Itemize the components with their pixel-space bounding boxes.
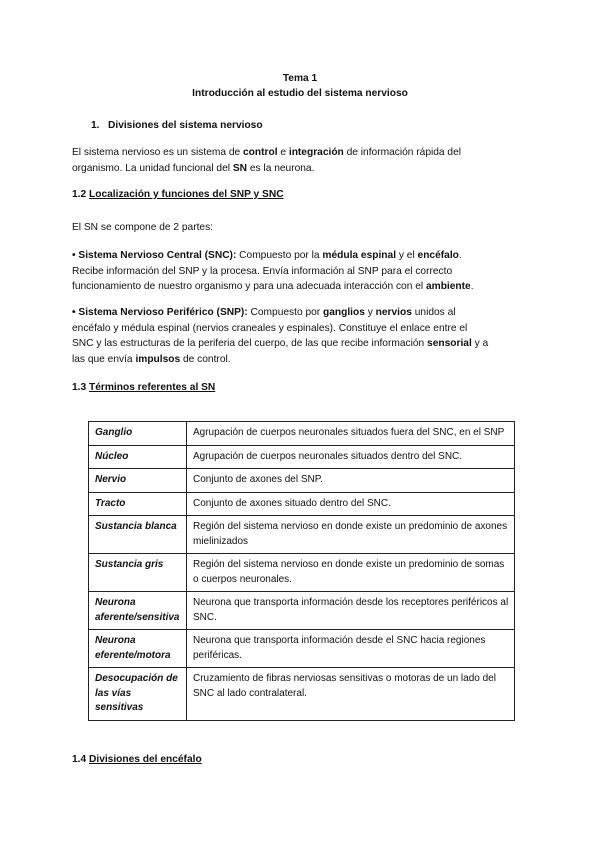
term-cell: Neurona aferente/sensitiva — [89, 592, 187, 630]
section-1-3-heading: 1.3 Términos referentes al SN — [72, 382, 216, 393]
term-cell: Tracto — [89, 492, 187, 516]
term-cell: Sustancia blanca — [89, 516, 187, 554]
definition-cell: Cruzamiento de fibras nerviosas sensitivas o motoras de un lado del SNC al lado contralateral. — [187, 668, 515, 721]
term-cell: Núcleo — [89, 445, 187, 469]
section-1-4-heading: 1.4 Divisiones del encéfalo — [72, 754, 202, 765]
topic-label: Tema 1 — [282, 73, 318, 84]
page-title: Introducción al estudio del sistema nervioso — [192, 88, 408, 99]
table-row — [89, 630, 515, 668]
definition-cell: Neurona que transporta información desde el SNC hacia regiones periféricas. — [187, 630, 515, 668]
definition-cell: Conjunto de axones situado dentro del SNC. — [187, 492, 515, 516]
definition-cell: Agrupación de cuerpos neuronales situados fuera del SNC, en el SNP — [187, 422, 515, 446]
section-title: Divisiones del sistema nervioso — [108, 120, 263, 131]
table-row — [89, 592, 515, 630]
section-1-2-intro: El SN se compone de 2 partes: — [72, 222, 214, 233]
section-number: 1. — [91, 120, 100, 131]
term-cell: Desocupación de las vías sensitivas — [89, 668, 187, 721]
terms-table — [88, 421, 515, 721]
definition-cell: Conjunto de axones del SNP. — [187, 469, 515, 493]
snc-paragraph: • Sistema Nervioso Central (SNC): Compuesto por la médula espinal y el encéfalo. Recibe información del SNP y la procesa. Envía información al SNP para el correcto funcionamiento de nuestro organismo y para una adecuada interacción con el ambiente. — [72, 250, 474, 292]
table-row — [89, 422, 515, 446]
section-1-heading — [91, 120, 263, 131]
section-1-2-heading: 1.2 Localización y funciones del SNP y SNC — [72, 189, 284, 200]
table-row — [89, 492, 515, 516]
definition-cell: Agrupación de cuerpos neuronales situados dentro del SNC. — [187, 445, 515, 469]
table-row — [89, 668, 515, 721]
table-row — [89, 554, 515, 592]
table-row — [89, 445, 515, 469]
snp-paragraph: • Sistema Nervioso Periférico (SNP): Compuesto por ganglios y nervios unidos al encéfalo y médula espinal (nervios craneales y espinales). Constituye el enlace entre el SNC y las estructuras de la periferia del cuerpo, de las que recibe información sensorial y a las que envía impulsos de control. — [72, 307, 489, 365]
term-cell: Sustancia gris — [89, 554, 187, 592]
definition-cell: Neurona que transporta información desde los receptores periféricos al SNC. — [187, 592, 515, 630]
term-cell: Neurona eferente/motora — [89, 630, 187, 668]
definition-cell: Región del sistema nervioso en donde existe un predominio de axones mielinizados — [187, 516, 515, 554]
definition-cell: Región del sistema nervioso en donde existe un predominio de somas o cuerpos neuronales. — [187, 554, 515, 592]
term-cell: Nervio — [89, 469, 187, 493]
term-cell: Ganglio — [89, 422, 187, 446]
section-1-paragraph: El sistema nervioso es un sistema de control e integración de información rápida del organismo. La unidad funcional del SN es la neurona. — [72, 147, 462, 174]
table-row — [89, 516, 515, 554]
table-row — [89, 469, 515, 493]
